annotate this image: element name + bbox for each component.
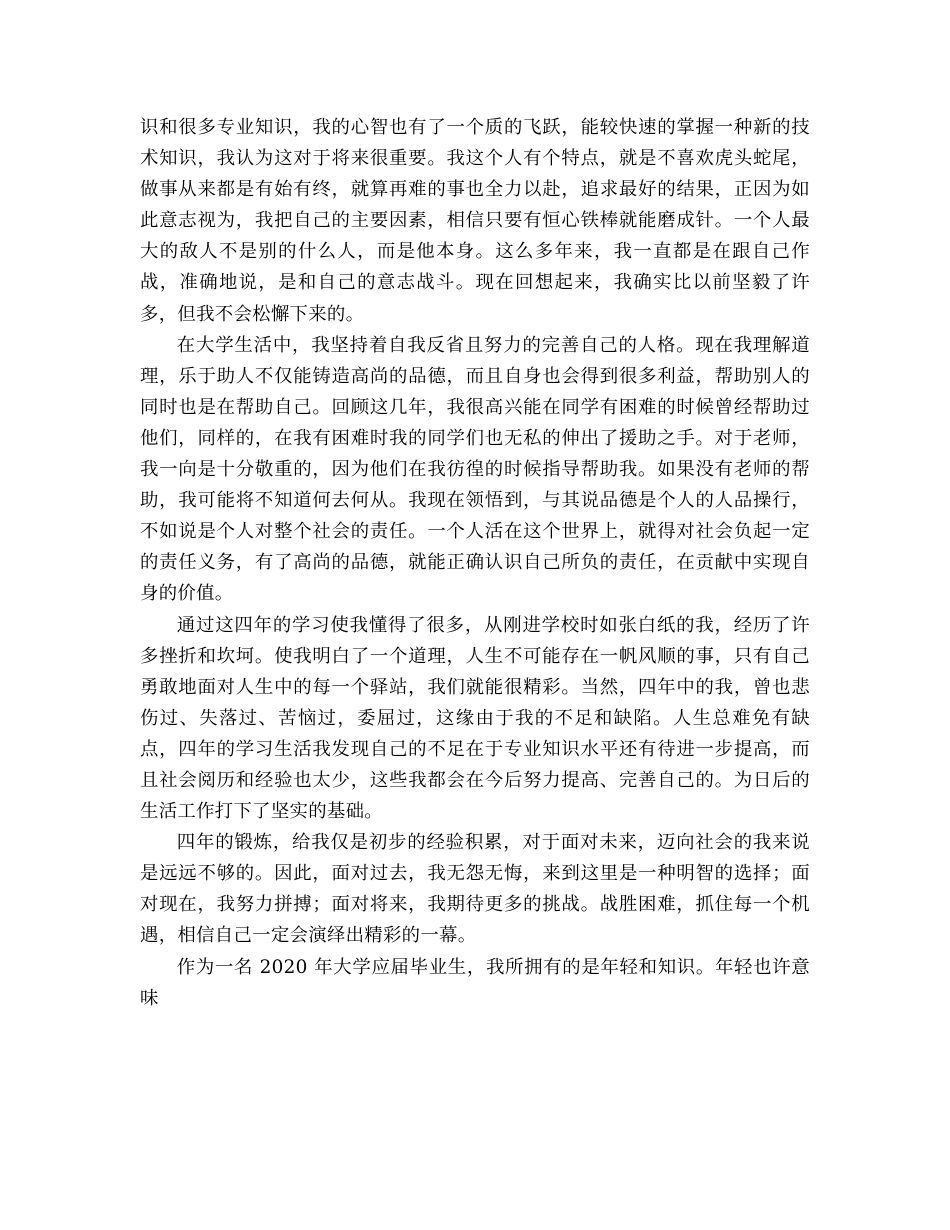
- document-body: [140, 112, 810, 1014]
- paragraph-1: 识和很多专业知识，我的心智也有了一个质的飞跃，能较快速的掌握一种新的技术知识，我认为这对于将来很重要。我这个人有个特点，就是不喜欢虎头蛇尾，做事从来都是有始有终，就算再难的事也全力以赴，追求最好的结果，正因为如此意志视为，我把自己的主要因素，相信只要有恒心铁棒就能磨成针。一个人最大的敌人不是别的什么人，而是他本身。这么多年来，我一直都是在跟自己作战，准确地说，是和自己的意志战斗。现在回想起来，我确实比以前坚毅了许多，但我不会松懈下来的。: [140, 117, 810, 325]
- paragraph-4: 四年的锻炼，给我仅是初步的经验积累，对于面对未来，迈向社会的我来说是远远不够的。因此，面对过去，我无怨无悔，来到这里是一种明智的选择；面对现在，我努力拼搏；面对将来，我期待更多的挑战。战胜困难，抓住每一个机遇，相信自己一定会演绎出精彩的一幕。: [140, 832, 810, 947]
- paragraph-5: 作为一名 2020 年大学应届毕业生，我所拥有的是年轻和知识。年轻也许意味: [140, 956, 810, 1009]
- paragraph-3: 通过这四年的学习使我懂得了很多，从刚进学校时如张白纸的我，经历了许多挫折和坎坷。使我明白了一个道理，人生不可能存在一帆风顺的事，只有自己勇敢地面对人生中的每一个驿站，我们就能很精彩。当然，四年中的我，曾也悲伤过、失落过、苦恼过，委屈过，这缘由于我的不足和缺陷。人生总难免有缺点，四年的学习生活我发现自己的不足在于专业知识水平还有待进一步提高，而且社会阅历和经验也太少，这些我都会在今后努力提高、完善自己的。为日后的生活工作打下了坚实的基础。: [140, 614, 810, 823]
- paragraph-2: 在大学生活中，我坚持着自我反省且努力的完善自己的人格。现在我理解道理，乐于助人不仅能铸造高尚的品德，而且自身也会得到很多利益，帮助别人的同时也是在帮助自己。回顾这几年，我很高兴能在同学有困难的时候曾经帮助过他们，同样的，在我有困难时我的同学们也无私的伸出了援助之手。对于老师，我一向是十分敬重的，因为他们在我彷徨的时候指导帮助我。如果没有老师的帮助，我可能将不知道何去何从。我现在领悟到，与其说品德是个人的人品操行，不如说是个人对整个社会的责任。一个人活在这个世界上，就得对社会负起一定的责任义务，有了高尚的品德，就能正确认识自己所负的责任，在贡献中实现自身的价值。: [140, 334, 810, 605]
